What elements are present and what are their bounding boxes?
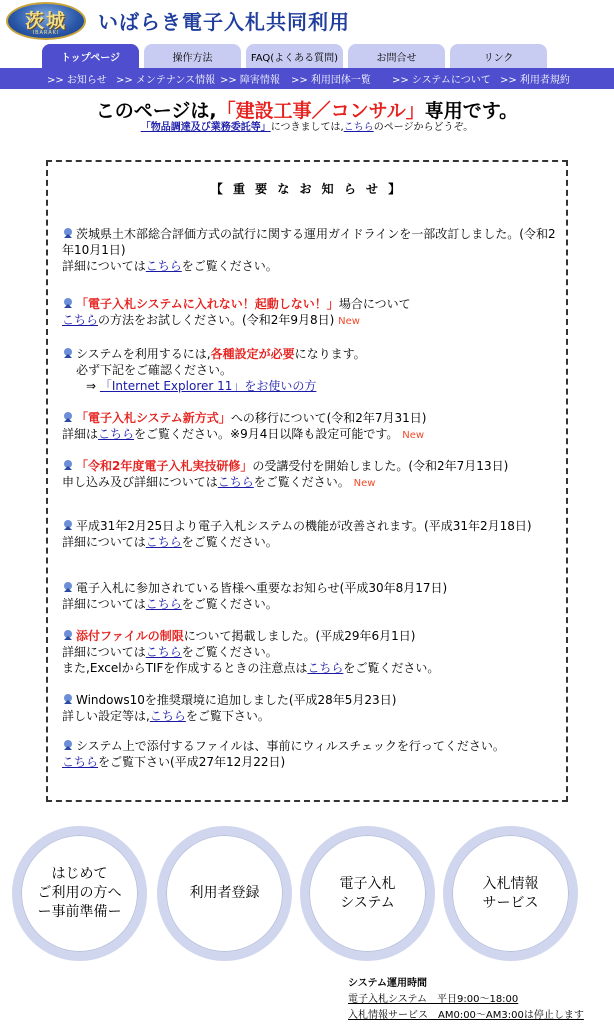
news-detail-link[interactable]: こちら: [62, 313, 99, 327]
operation-hours-bidinfo: 入札情報サービス AM0:00〜AM3:00は停止します: [348, 1010, 584, 1021]
first-time-users-button[interactable]: [12, 826, 147, 961]
lead-pre: このページは,: [95, 100, 217, 122]
news-detail-text: をご覧下さい(平成27年12月22日): [98, 755, 286, 769]
news-detail-link[interactable]: こちら: [62, 755, 99, 769]
site-header: [0, 0, 614, 44]
goods-page-link[interactable]: こちら: [343, 122, 374, 133]
news-detail-link[interactable]: こちら: [145, 259, 182, 273]
notice-bullet-icon: [62, 459, 74, 471]
circle-label: ご利用の方へ: [37, 885, 122, 901]
news-detail-text: 詳しい設定等は,: [62, 709, 150, 723]
news-detail-text: をご覧ください。: [181, 259, 278, 273]
news-text: システムを利用するには,: [76, 347, 211, 361]
news-highlight: 「令和2年度電子入札実技研修」: [76, 459, 253, 473]
news-detail-text: の方法をお試しください。(令和2年9月8日): [98, 313, 335, 327]
notice-bullet-icon: [62, 739, 74, 751]
news-detail-text: 詳細は: [62, 427, 99, 441]
circle-label: システム: [340, 894, 395, 911]
news-item: [62, 346, 562, 394]
news-detail-text: 詳細については: [62, 535, 146, 549]
tab-faq[interactable]: FAQ(よくある質問): [246, 44, 343, 68]
tab-contact[interactable]: お問合せ: [348, 44, 445, 68]
subnav-organizations[interactable]: >> 利用団体一覧: [291, 75, 371, 86]
news-detail-link[interactable]: こちら: [145, 597, 182, 611]
arrow-icon: ⇒: [86, 379, 97, 393]
logo-text: 茨城: [24, 9, 67, 32]
news-detail-text: をご覧ください。: [181, 597, 278, 611]
news-detail-text: 詳細については: [62, 645, 146, 659]
notice-bullet-icon: [62, 581, 74, 593]
tif-notes-link[interactable]: こちら: [307, 661, 344, 675]
operation-hours-title: システム運用時間: [348, 978, 427, 989]
news-detail-text: をご覧下さい。: [185, 709, 270, 723]
news-text: 茨城県土木部総合評価方式の試行に関する運用ガイドラインを一部改訂しました。(令和2年10月1日): [62, 227, 556, 257]
circle-label: サービス: [482, 894, 539, 911]
subnav-failures[interactable]: >> 障害情報: [220, 75, 280, 86]
tab-top-page[interactable]: トップページ: [42, 44, 139, 68]
new-badge: New: [353, 478, 376, 489]
lead-sub-mid: につきましては,: [270, 122, 344, 133]
news-detail-link[interactable]: こちら: [145, 535, 182, 549]
e-bidding-system-button[interactable]: [300, 826, 435, 961]
lead-post: 専用です。: [424, 100, 519, 122]
notice-bullet-icon: [62, 297, 74, 309]
tab-operation[interactable]: 操作方法: [144, 44, 241, 68]
news-detail-text: 詳細については: [62, 597, 146, 611]
news-detail-text: をご覧ください。: [343, 661, 440, 675]
news-item: [62, 296, 562, 330]
news-text: 平成31年2月25日より電子入札システムの機能が改善されます。(平成31年2月18日): [76, 519, 532, 533]
news-highlight: 添付ファイルの制限: [76, 629, 184, 643]
news-text: への移行について(令和2年7月31日): [230, 411, 427, 425]
circle-label: ー事前準備ー: [37, 904, 122, 920]
notice-bullet-icon: [62, 519, 74, 531]
news-item: [62, 580, 562, 612]
news-item: [62, 410, 562, 444]
operation-hours-ebid: 電子入札システム 平日9:00〜18:00: [348, 994, 519, 1005]
news-text: になります。: [294, 347, 366, 361]
sub-navigation: [0, 68, 614, 89]
circle-label: 電子入札: [339, 875, 396, 892]
new-badge: New: [338, 316, 360, 327]
news-item: [62, 692, 562, 724]
notice-bullet-icon: [62, 347, 74, 359]
subnav-notices[interactable]: >> お知らせ: [47, 75, 107, 86]
news-detail-text: また,ExcelからTIFを作成するときの注意点は: [62, 661, 308, 675]
news-text: 電子入札に参加されている皆様へ重要なお知らせ(平成30年8月17日): [76, 581, 448, 595]
circle-label: 入札情報: [482, 875, 539, 892]
news-text: について掲載しました。(平成29年6月1日): [183, 629, 416, 643]
page-purpose-subtext: [0, 118, 614, 133]
goods-procurement-link[interactable]: 「物品調達及び業務委託等」: [140, 122, 271, 133]
notices-heading: 【 重 要 な お 知 ら せ 】: [210, 182, 404, 196]
news-text: Windows10を推奨環境に追加しました(平成28年5月23日): [76, 693, 397, 707]
news-highlight: 「電子入札システムに入れない！起動しない！」: [76, 297, 339, 311]
subnav-maintenance[interactable]: >> メンテナンス情報: [116, 75, 216, 86]
news-detail-text: をご覧ください。: [181, 645, 278, 659]
news-detail-link[interactable]: こちら: [217, 475, 254, 489]
ie11-link[interactable]: 「Internet Explorer 11」をお使いの方: [99, 379, 317, 393]
news-text: 場合について: [338, 297, 411, 311]
news-text: の受講受付を開始しました。(令和2年7月13日): [252, 459, 509, 473]
lead-highlight: 「建設工事／コンサル」: [216, 100, 425, 122]
subnav-terms[interactable]: >> 利用者規約: [500, 75, 570, 86]
circle-label: 利用者登録: [189, 885, 260, 901]
news-detail-text: をご覧ください。: [181, 535, 278, 549]
logo-subtext: IBARAKI: [32, 30, 60, 36]
user-registration-button[interactable]: [157, 826, 292, 961]
news-item: [62, 628, 562, 676]
news-detail-link[interactable]: こちら: [149, 709, 186, 723]
lead-sub-post: のページからどうぞ。: [373, 122, 474, 133]
circle-label: はじめて: [51, 866, 108, 882]
subnav-about-system[interactable]: >> システムについて: [392, 75, 491, 86]
site-title: いばらき電子入札共同利用: [98, 10, 350, 34]
new-badge: New: [402, 430, 425, 441]
news-text: システム上で添付するファイルは、事前にウィルスチェックを行ってください。: [76, 739, 505, 753]
tab-links[interactable]: リンク: [450, 44, 547, 68]
news-detail-text: をご覧ください。: [253, 475, 350, 489]
notice-bullet-icon: [62, 227, 74, 239]
news-highlight: 各種設定が必要: [210, 347, 295, 361]
news-detail-link[interactable]: こちら: [145, 645, 182, 659]
important-notices-box: [46, 160, 568, 802]
news-item: [62, 226, 562, 274]
notice-bullet-icon: [62, 693, 74, 705]
notice-bullet-icon: [62, 629, 74, 641]
news-text: 必ず下記をご確認ください。: [76, 363, 233, 377]
news-detail-text: 申し込み及び詳細については: [62, 475, 218, 489]
news-item: [62, 458, 562, 492]
news-highlight: 「電子入札システム新方式」: [76, 411, 231, 425]
ibaraki-logo[interactable]: [6, 2, 86, 40]
news-detail-text: をご覧ください。※9月4日以降も設定可能です。: [134, 427, 399, 441]
news-detail-text: 詳細については: [62, 259, 146, 273]
news-detail-link[interactable]: こちら: [98, 427, 135, 441]
operation-hours: [348, 976, 610, 1024]
bid-info-service-button[interactable]: [443, 826, 578, 961]
news-item: [62, 518, 562, 550]
notice-bullet-icon: [62, 411, 74, 423]
news-item: [62, 738, 562, 770]
